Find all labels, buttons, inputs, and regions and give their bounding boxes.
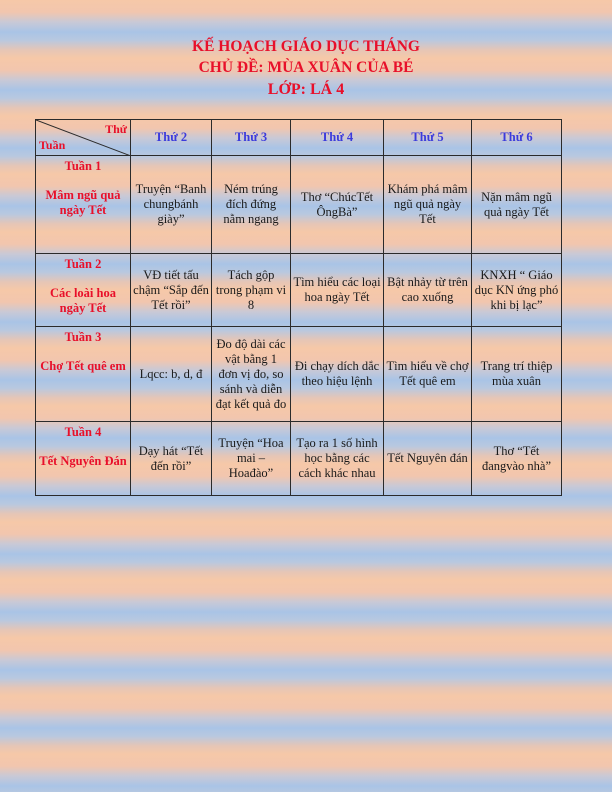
week-label: Tuần 2 — [64, 257, 102, 271]
day-header: Thứ 3 — [212, 120, 291, 156]
activity-cell: Truyện “Banh chungbánh giày” — [131, 156, 212, 254]
activity-cell: Khám phá mâm ngũ quả ngày Tết — [384, 156, 472, 254]
activity-cell: Thơ “ChúcTết ÔngBà” — [291, 156, 384, 254]
week-cell — [36, 422, 131, 496]
activity-cell: Bật nhảy từ trên cao xuống — [384, 254, 472, 327]
day-header: Thứ 6 — [472, 120, 562, 156]
theme-title: CHỦ ĐỀ: MÙA XUÂN CỦA BÉ — [198, 59, 414, 76]
activity-cell: Tết Nguyên đán — [384, 422, 472, 496]
activity-cell: Trang trí thiệp mùa xuân — [472, 327, 562, 422]
week-topic: Tết Nguyên Đán — [39, 454, 127, 468]
schedule-table — [35, 119, 562, 496]
week-cell — [36, 254, 131, 327]
week-cell — [36, 327, 131, 422]
activity-cell: Tìm hiểu các loại hoa ngày Tết — [291, 254, 384, 327]
week-topic: Mâm ngũ quả ngày Tết — [45, 188, 121, 217]
week-label: Tuần 4 — [64, 425, 102, 439]
activity-cell: Dạy hát “Tết đến rồi” — [131, 422, 212, 496]
activity-cell: Thơ “Tết đangvào nhà” — [472, 422, 562, 496]
day-header: Thứ 5 — [384, 120, 472, 156]
table-row — [36, 327, 562, 422]
activity-cell: Tạo ra 1 số hình học bằng các cách khác nhau — [291, 422, 384, 496]
activity-cell: Tách gộp trong phạm vi 8 — [212, 254, 291, 327]
activity-cell: KNXH “ Giáo dục KN ứng phó khi bị lạc” — [472, 254, 562, 327]
class-title: LỚP: LÁ 4 — [267, 81, 345, 98]
activity-cell: VĐ tiết tấu chậm “Sắp đến Tết rồi” — [131, 254, 212, 327]
table-row — [36, 156, 562, 254]
activity-cell: Đo độ dài các vật bằng 1 đơn vị đo, so sánh và diễn đạt kết quả đo — [212, 327, 291, 422]
plan-title: KẾ HOẠCH GIÁO DỤC THÁNG — [192, 38, 420, 55]
activity-cell: Tìm hiểu về chợ Tết quê em — [384, 327, 472, 422]
activity-cell: Đi chạy dích dắc theo hiệu lệnh — [291, 327, 384, 422]
activity-cell: Nặn mâm ngũ quả ngày Tết — [472, 156, 562, 254]
week-topic: Các loài hoa ngày Tết — [50, 286, 116, 315]
day-header: Thứ 4 — [291, 120, 384, 156]
table-row — [36, 254, 562, 327]
activity-cell: Truyện “Hoa mai – Hoađào” — [212, 422, 291, 496]
table-row — [36, 422, 562, 496]
week-topic: Chợ Tết quê em — [40, 359, 126, 373]
week-label: Tuần 1 — [64, 159, 102, 173]
week-cell — [36, 156, 131, 254]
activity-cell: Lqcc: b, d, đ — [131, 327, 212, 422]
corner-cell — [36, 120, 131, 156]
corner-day-label: Thứ — [105, 122, 127, 136]
week-label: Tuần 3 — [64, 330, 102, 344]
header-row — [36, 120, 562, 156]
activity-cell: Ném trúng đích đứng nằm ngang — [212, 156, 291, 254]
corner-week-label: Tuần — [39, 138, 66, 152]
day-header: Thứ 2 — [131, 120, 212, 156]
